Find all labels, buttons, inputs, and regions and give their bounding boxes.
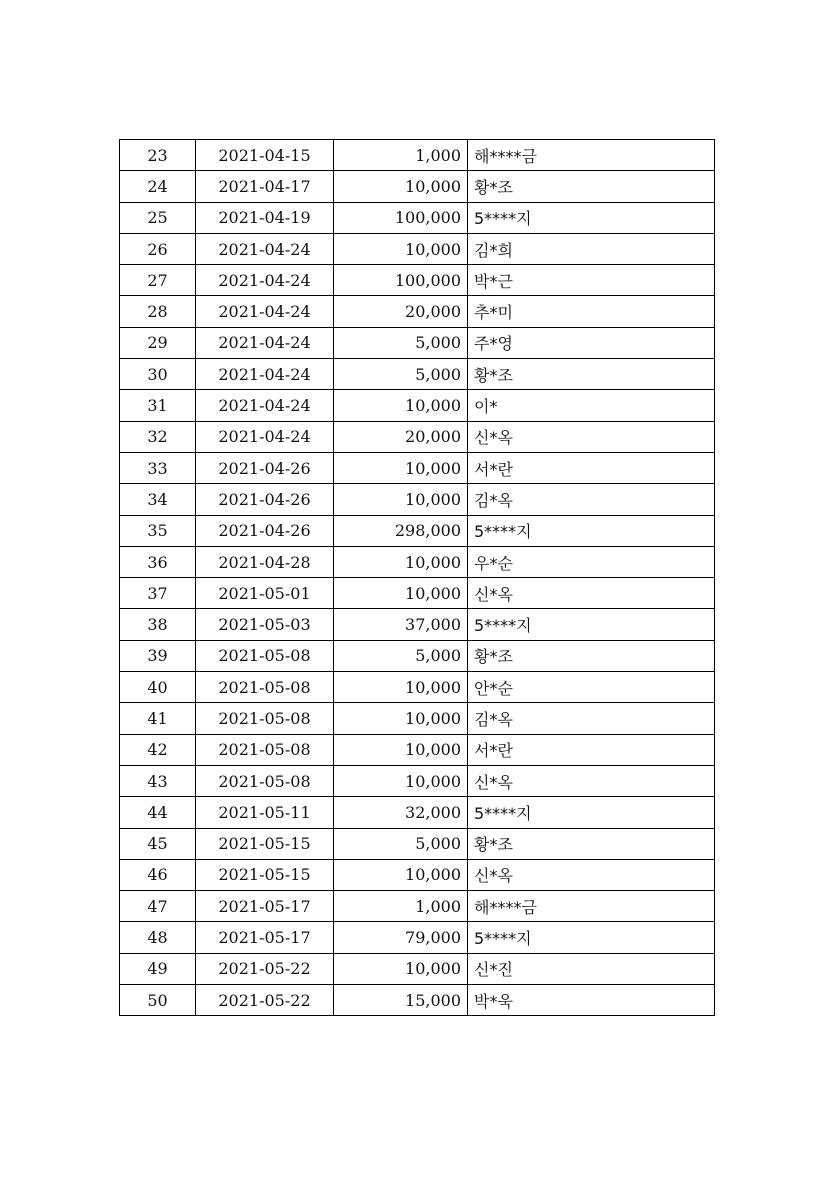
donor-name-cell: 서*란 [468,452,715,483]
donor-name-cell: 이* [468,390,715,421]
table-row [120,578,715,609]
donor-name-cell: 신*옥 [468,859,715,890]
table-row [120,452,715,483]
table-row [120,859,715,890]
donor-name-cell: 우*순 [468,546,715,577]
donor-name-cell: 5****지 [468,202,715,233]
donor-name-cell: 황*조 [468,828,715,859]
donor-name-cell: 신*진 [468,953,715,984]
donor-name-cell: 해****금 [468,891,715,922]
date-cell: 2021-04-24 [196,390,334,421]
date-cell: 2021-05-22 [196,985,334,1016]
donor-name-cell: 추*미 [468,296,715,327]
donor-name-cell: 황*조 [468,359,715,390]
amount-cell: 10,000 [334,452,468,483]
amount-cell: 10,000 [334,734,468,765]
donor-name-cell: 김*옥 [468,484,715,515]
donor-name-cell: 신*옥 [468,421,715,452]
date-cell: 2021-05-15 [196,828,334,859]
date-cell: 2021-04-24 [196,296,334,327]
date-cell: 2021-04-17 [196,171,334,202]
row-number-cell: 48 [120,922,196,953]
row-number-cell: 24 [120,171,196,202]
date-cell: 2021-04-24 [196,421,334,452]
date-cell: 2021-05-22 [196,953,334,984]
donor-name-cell: 5****지 [468,797,715,828]
row-number-cell: 49 [120,953,196,984]
donor-name-cell: 5****지 [468,922,715,953]
row-number-cell: 23 [120,140,196,171]
date-cell: 2021-05-08 [196,734,334,765]
date-cell: 2021-05-11 [196,797,334,828]
row-number-cell: 32 [120,421,196,452]
table-row [120,265,715,296]
donor-name-cell: 김*희 [468,233,715,264]
donor-name-cell: 안*순 [468,672,715,703]
row-number-cell: 42 [120,734,196,765]
date-cell: 2021-04-19 [196,202,334,233]
donor-name-cell: 해****금 [468,140,715,171]
amount-cell: 1,000 [334,140,468,171]
amount-cell: 10,000 [334,703,468,734]
row-number-cell: 50 [120,985,196,1016]
table-row [120,640,715,671]
amount-cell: 79,000 [334,922,468,953]
date-cell: 2021-04-24 [196,359,334,390]
row-number-cell: 26 [120,233,196,264]
row-number-cell: 30 [120,359,196,390]
date-cell: 2021-04-15 [196,140,334,171]
date-cell: 2021-05-17 [196,922,334,953]
date-cell: 2021-05-01 [196,578,334,609]
donor-name-cell: 서*란 [468,734,715,765]
amount-cell: 5,000 [334,640,468,671]
amount-cell: 10,000 [334,546,468,577]
date-cell: 2021-04-24 [196,265,334,296]
row-number-cell: 33 [120,452,196,483]
donor-name-cell: 김*옥 [468,703,715,734]
row-number-cell: 27 [120,265,196,296]
amount-cell: 20,000 [334,421,468,452]
row-number-cell: 43 [120,765,196,796]
row-number-cell: 36 [120,546,196,577]
table-row [120,828,715,859]
table-row [120,672,715,703]
amount-cell: 10,000 [334,953,468,984]
date-cell: 2021-05-15 [196,859,334,890]
row-number-cell: 29 [120,327,196,358]
amount-cell: 298,000 [334,515,468,546]
donor-name-cell: 황*조 [468,640,715,671]
donor-name-cell: 박*근 [468,265,715,296]
amount-cell: 20,000 [334,296,468,327]
table-row [120,765,715,796]
amount-cell: 10,000 [334,672,468,703]
donation-table-body [120,140,715,1016]
donor-name-cell: 신*옥 [468,578,715,609]
donor-name-cell: 주*영 [468,327,715,358]
donor-name-cell: 5****지 [468,609,715,640]
date-cell: 2021-05-08 [196,640,334,671]
date-cell: 2021-05-17 [196,891,334,922]
table-row [120,734,715,765]
table-row [120,891,715,922]
row-number-cell: 31 [120,390,196,421]
table-row [120,171,715,202]
amount-cell: 100,000 [334,265,468,296]
date-cell: 2021-05-03 [196,609,334,640]
amount-cell: 5,000 [334,828,468,859]
table-row [120,359,715,390]
row-number-cell: 38 [120,609,196,640]
row-number-cell: 45 [120,828,196,859]
row-number-cell: 44 [120,797,196,828]
row-number-cell: 46 [120,859,196,890]
amount-cell: 10,000 [334,171,468,202]
table-row [120,390,715,421]
table-row [120,797,715,828]
table-row [120,421,715,452]
table-row [120,140,715,171]
row-number-cell: 39 [120,640,196,671]
donor-name-cell: 황*조 [468,171,715,202]
donor-name-cell: 박*욱 [468,985,715,1016]
table-row [120,327,715,358]
amount-cell: 1,000 [334,891,468,922]
date-cell: 2021-05-08 [196,765,334,796]
row-number-cell: 40 [120,672,196,703]
amount-cell: 100,000 [334,202,468,233]
row-number-cell: 28 [120,296,196,327]
amount-cell: 10,000 [334,390,468,421]
table-row [120,922,715,953]
table-row [120,546,715,577]
date-cell: 2021-04-26 [196,515,334,546]
row-number-cell: 41 [120,703,196,734]
table-row [120,703,715,734]
amount-cell: 15,000 [334,985,468,1016]
table-row [120,515,715,546]
table-row [120,484,715,515]
amount-cell: 10,000 [334,765,468,796]
amount-cell: 10,000 [334,859,468,890]
date-cell: 2021-05-08 [196,703,334,734]
amount-cell: 10,000 [334,578,468,609]
row-number-cell: 35 [120,515,196,546]
row-number-cell: 34 [120,484,196,515]
table-row [120,202,715,233]
date-cell: 2021-05-08 [196,672,334,703]
table-row [120,296,715,327]
table-row [120,985,715,1016]
amount-cell: 5,000 [334,327,468,358]
row-number-cell: 25 [120,202,196,233]
amount-cell: 32,000 [334,797,468,828]
date-cell: 2021-04-24 [196,233,334,264]
date-cell: 2021-04-24 [196,327,334,358]
amount-cell: 37,000 [334,609,468,640]
row-number-cell: 47 [120,891,196,922]
donor-name-cell: 신*옥 [468,765,715,796]
table-row [120,609,715,640]
row-number-cell: 37 [120,578,196,609]
donor-name-cell: 5****지 [468,515,715,546]
amount-cell: 5,000 [334,359,468,390]
date-cell: 2021-04-26 [196,452,334,483]
donation-table [119,139,715,1016]
table-row [120,953,715,984]
amount-cell: 10,000 [334,484,468,515]
amount-cell: 10,000 [334,233,468,264]
date-cell: 2021-04-28 [196,546,334,577]
date-cell: 2021-04-26 [196,484,334,515]
table-row [120,233,715,264]
